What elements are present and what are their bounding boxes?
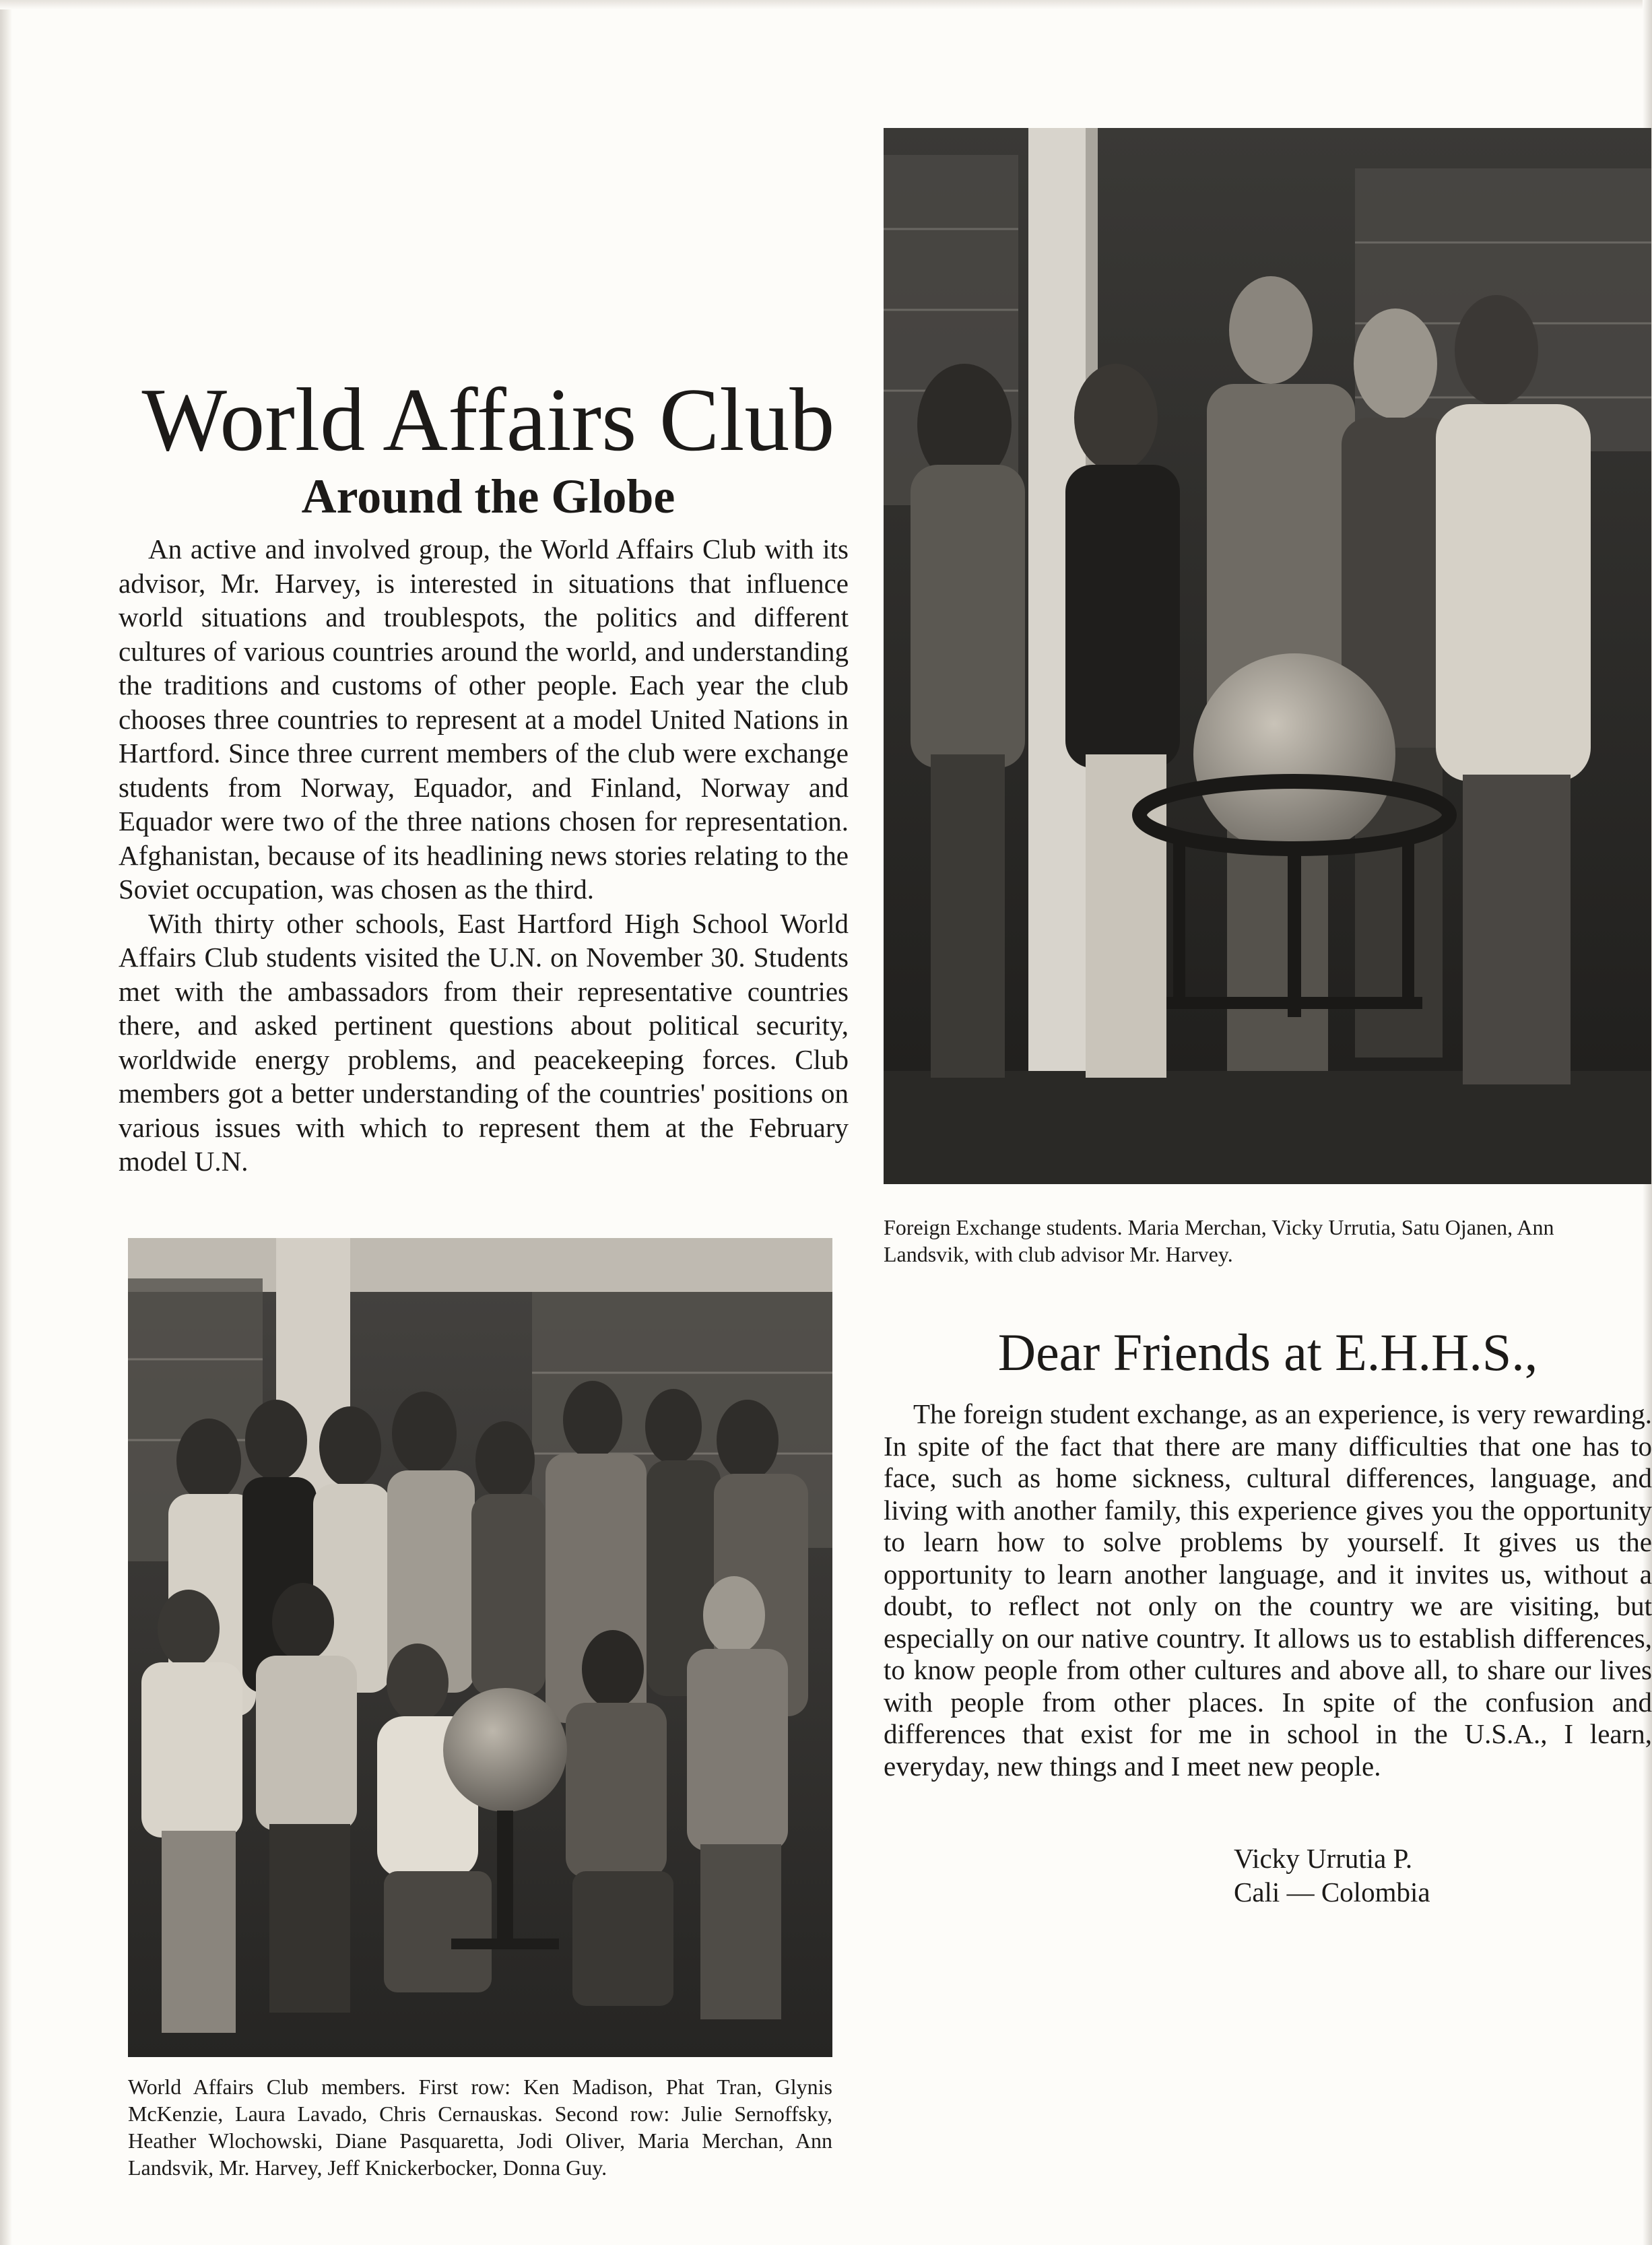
exchange-students-caption-line-2: Landsvik, with club advisor Mr. Harvey. (884, 1242, 1233, 1266)
article-subtitle: Around the Globe (301, 469, 675, 523)
signature-name: Vicky Urrutia P. (1234, 1843, 1413, 1874)
article-body (119, 532, 849, 1179)
exchange-students-photo (884, 128, 1651, 1184)
club-members-photo (128, 1238, 832, 2057)
letter-title: Dear Friends at E.H.H.S., (997, 1323, 1538, 1381)
exchange-students-caption (884, 1214, 1652, 1268)
letter-signature (1234, 1842, 1638, 1909)
article-paragraph-2: With thirty other schools, East Hartford High School World Affairs Club students visited the U.N. on November 30. Students met with the ambassadors from their representative countries there, and asked pertinent questions about political security, worldwide energy problems, and peacekeeping forces. Club members got a better understanding of the countries' positions on various issues with which to represent them at the February model U.N. (119, 907, 849, 1177)
article-paragraph-1: An active and involved group, the World Affairs Club with its advisor, Mr. Harvey, is interested in situations that influence world situations and troublespots, the politics and different cultures of various countries around the world, and understanding the traditions and customs of other people. Each year the club chooses three countries to represent at a model United Nations in Hartford. Since three current members of the club were exchange students from Norway, Equador, and Finland, Norway and Equador were two of the three nations chosen for representation. Afghanistan, because of its headlining news stories relating to the Soviet occupation, was chosen as the third. (119, 533, 849, 905)
letter-body (884, 1398, 1652, 1782)
article-title: World Affairs Club (141, 370, 835, 469)
letter-paragraph: The foreign student exchange, as an experience, is very rewarding. In spite of the fact that there are many difficulties that one has to face, such as home sickness, cultural differences, language, and living with another family, this experience gives you the opportunity to learn how to solve problems by yourself. It gives us the opportunity to learn another language, and it invites us, without a doubt, to reflect not only on the country we are visiting, but especially on our native country. It allows us to establish differences, to know people from other cultures and above all, to share our lives with people from other places. In spite of the confusion and differences that exist for me in school in the U.S.A., I learn, everyday, new things and I meet new people. (884, 1398, 1652, 1782)
page-left-edge (0, 0, 12, 2245)
exchange-students-caption-line-1: Foreign Exchange students. Maria Merchan, Vicky Urrutia, Satu Ojanen, Ann (884, 1215, 1554, 1239)
club-members-caption: World Affairs Club members. First row: Ken Madison, Phat Tran, Glynis McKenzie, Laura Lavado, Chris Cernauskas. Second row: Julie Sernoffsky, Heather Wlochowski, Diane Pasquaretta, Jodi Oliver, Maria Merchan, Ann Landsvik, Mr. Harvey, Jeff Knickerbocker, Donna Guy. (128, 2075, 832, 2180)
page-top-edge (0, 0, 1652, 9)
signature-place: Cali — Colombia (1234, 1877, 1430, 1908)
